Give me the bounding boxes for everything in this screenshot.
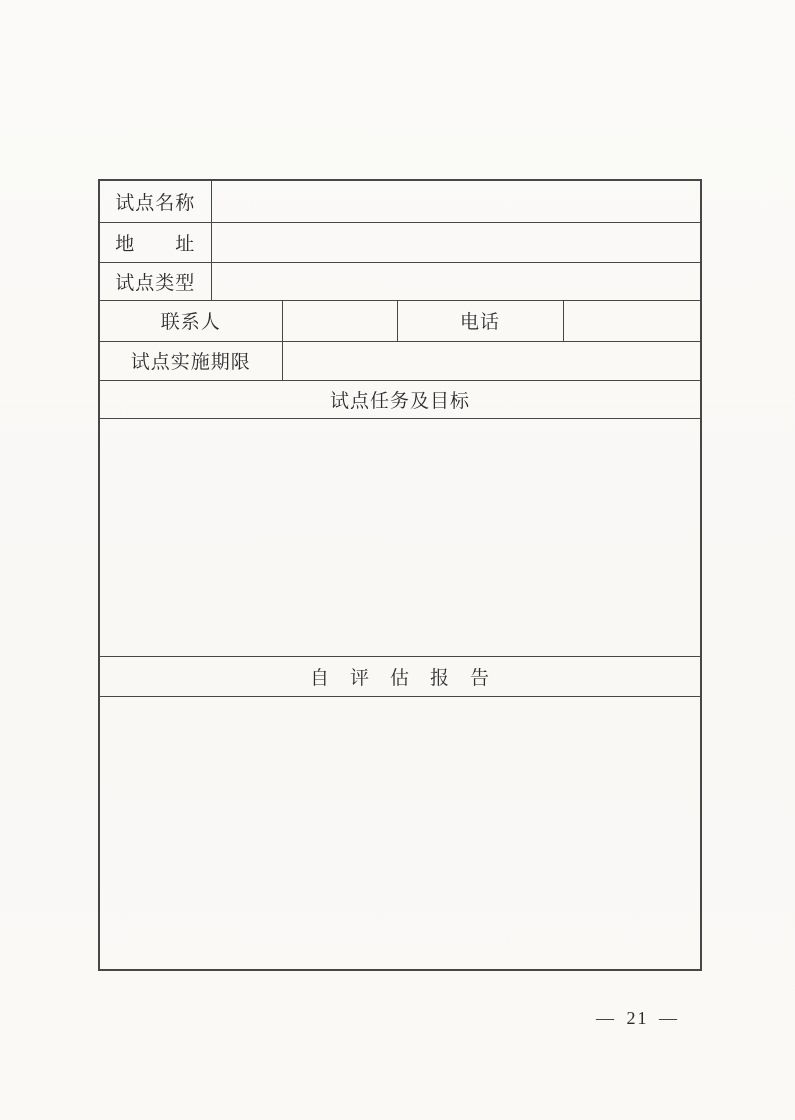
- pilot-registration-form-table: [98, 179, 702, 971]
- phone-label: 电话: [397, 300, 563, 341]
- implementation-period-value-cell: [282, 341, 701, 380]
- row-self-eval-header: [99, 656, 701, 696]
- tasks-and-goals-header: 试点任务及目标: [99, 380, 701, 418]
- contact-person-label: 联系人: [99, 300, 282, 341]
- page-number: — 21 —: [596, 1008, 679, 1028]
- self-evaluation-report-header: 自 评 估 报 告: [99, 656, 701, 696]
- row-self-eval-content: [99, 696, 701, 970]
- pilot-type-label: 试点类型: [99, 262, 211, 300]
- implementation-period-label: 试点实施期限: [99, 341, 282, 380]
- pilot-type-value-cell: [211, 262, 701, 300]
- address-value-cell: [211, 222, 701, 262]
- row-implementation-period: [99, 341, 701, 380]
- pilot-name-value-cell: [211, 180, 701, 222]
- row-tasks-header: [99, 380, 701, 418]
- address-label: 地 址: [99, 222, 211, 262]
- phone-value-cell: [563, 300, 701, 341]
- row-pilot-type: [99, 262, 701, 300]
- tasks-and-goals-content-cell: [99, 418, 701, 656]
- row-tasks-content: [99, 418, 701, 656]
- contact-person-value-cell: [282, 300, 397, 341]
- row-pilot-name: [99, 180, 701, 222]
- pilot-name-label: 试点名称: [99, 180, 211, 222]
- row-contact: [99, 300, 701, 341]
- self-evaluation-report-content-cell: [99, 696, 701, 970]
- row-address: [99, 222, 701, 262]
